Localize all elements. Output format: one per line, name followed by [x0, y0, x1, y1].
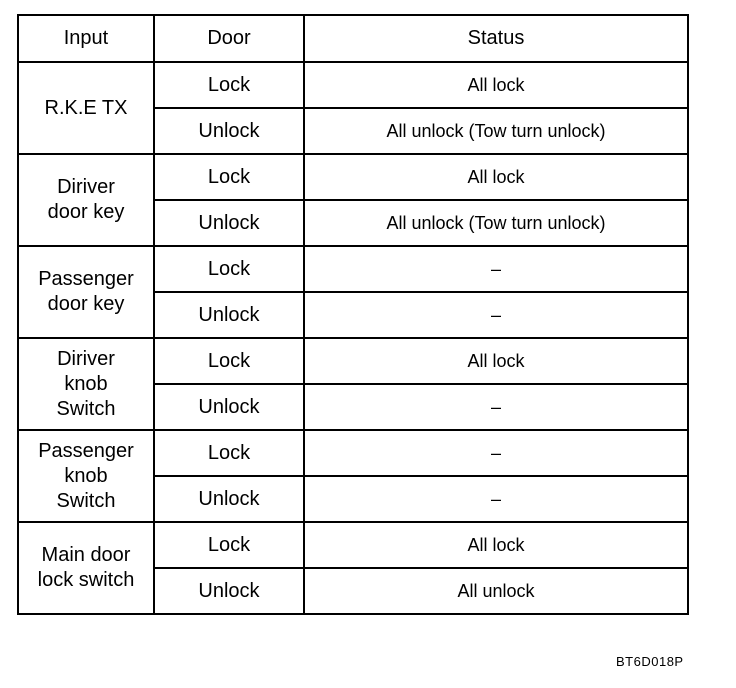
table-row [18, 430, 688, 476]
door-cell: Lock [154, 246, 304, 292]
header-status: Status [304, 15, 688, 62]
header-input: Input [18, 15, 154, 62]
status-cell: – [304, 292, 688, 338]
status-cell: – [304, 246, 688, 292]
door-cell: Lock [154, 522, 304, 568]
door-cell: Unlock [154, 200, 304, 246]
door-cell: Unlock [154, 108, 304, 154]
input-label-line: door key [47, 201, 125, 223]
input-label-line: Diriver [57, 347, 115, 370]
input-label-line: Diriver [57, 176, 115, 198]
door-cell: Unlock [154, 568, 304, 614]
door-cell: Lock [154, 338, 304, 384]
header-door: Door [154, 15, 304, 62]
input-label-line: Passenger [38, 439, 134, 462]
status-cell: All unlock (Tow turn unlock) [304, 200, 688, 246]
door-cell: Lock [154, 154, 304, 200]
input-label-line: R.K.E TX [44, 96, 128, 119]
door-lock-table-container [17, 14, 687, 615]
input-cell [18, 154, 154, 246]
status-cell: All lock [304, 338, 688, 384]
door-lock-table [17, 14, 689, 615]
status-cell: All lock [304, 62, 688, 108]
table-row [18, 62, 688, 108]
door-cell: Unlock [154, 292, 304, 338]
input-cell [18, 62, 154, 154]
status-cell: – [304, 476, 688, 522]
input-label-line: Passenger [38, 268, 134, 290]
figure-code: BT6D018P [616, 654, 684, 669]
input-label-line: Main door [41, 544, 131, 566]
input-label-line: Switch [56, 397, 116, 420]
input-cell [18, 246, 154, 338]
input-label-line: knob [64, 464, 108, 487]
header-row [18, 15, 688, 62]
door-cell: Lock [154, 430, 304, 476]
door-cell: Lock [154, 62, 304, 108]
input-cell [18, 338, 154, 430]
input-label-line: Switch [56, 489, 116, 512]
status-cell: All lock [304, 154, 688, 200]
table-row [18, 246, 688, 292]
input-label-line: knob [64, 372, 108, 395]
status-cell: – [304, 384, 688, 430]
door-cell: Unlock [154, 476, 304, 522]
input-label-line: door key [47, 293, 125, 315]
input-cell [18, 522, 154, 614]
table-row [18, 522, 688, 568]
status-cell: All lock [304, 522, 688, 568]
input-cell [18, 430, 154, 522]
table-row [18, 338, 688, 384]
status-cell: – [304, 430, 688, 476]
door-cell: Unlock [154, 384, 304, 430]
input-label-line: lock switch [37, 569, 135, 591]
status-cell: All unlock (Tow turn unlock) [304, 108, 688, 154]
status-cell: All unlock [304, 568, 688, 614]
table-row [18, 154, 688, 200]
